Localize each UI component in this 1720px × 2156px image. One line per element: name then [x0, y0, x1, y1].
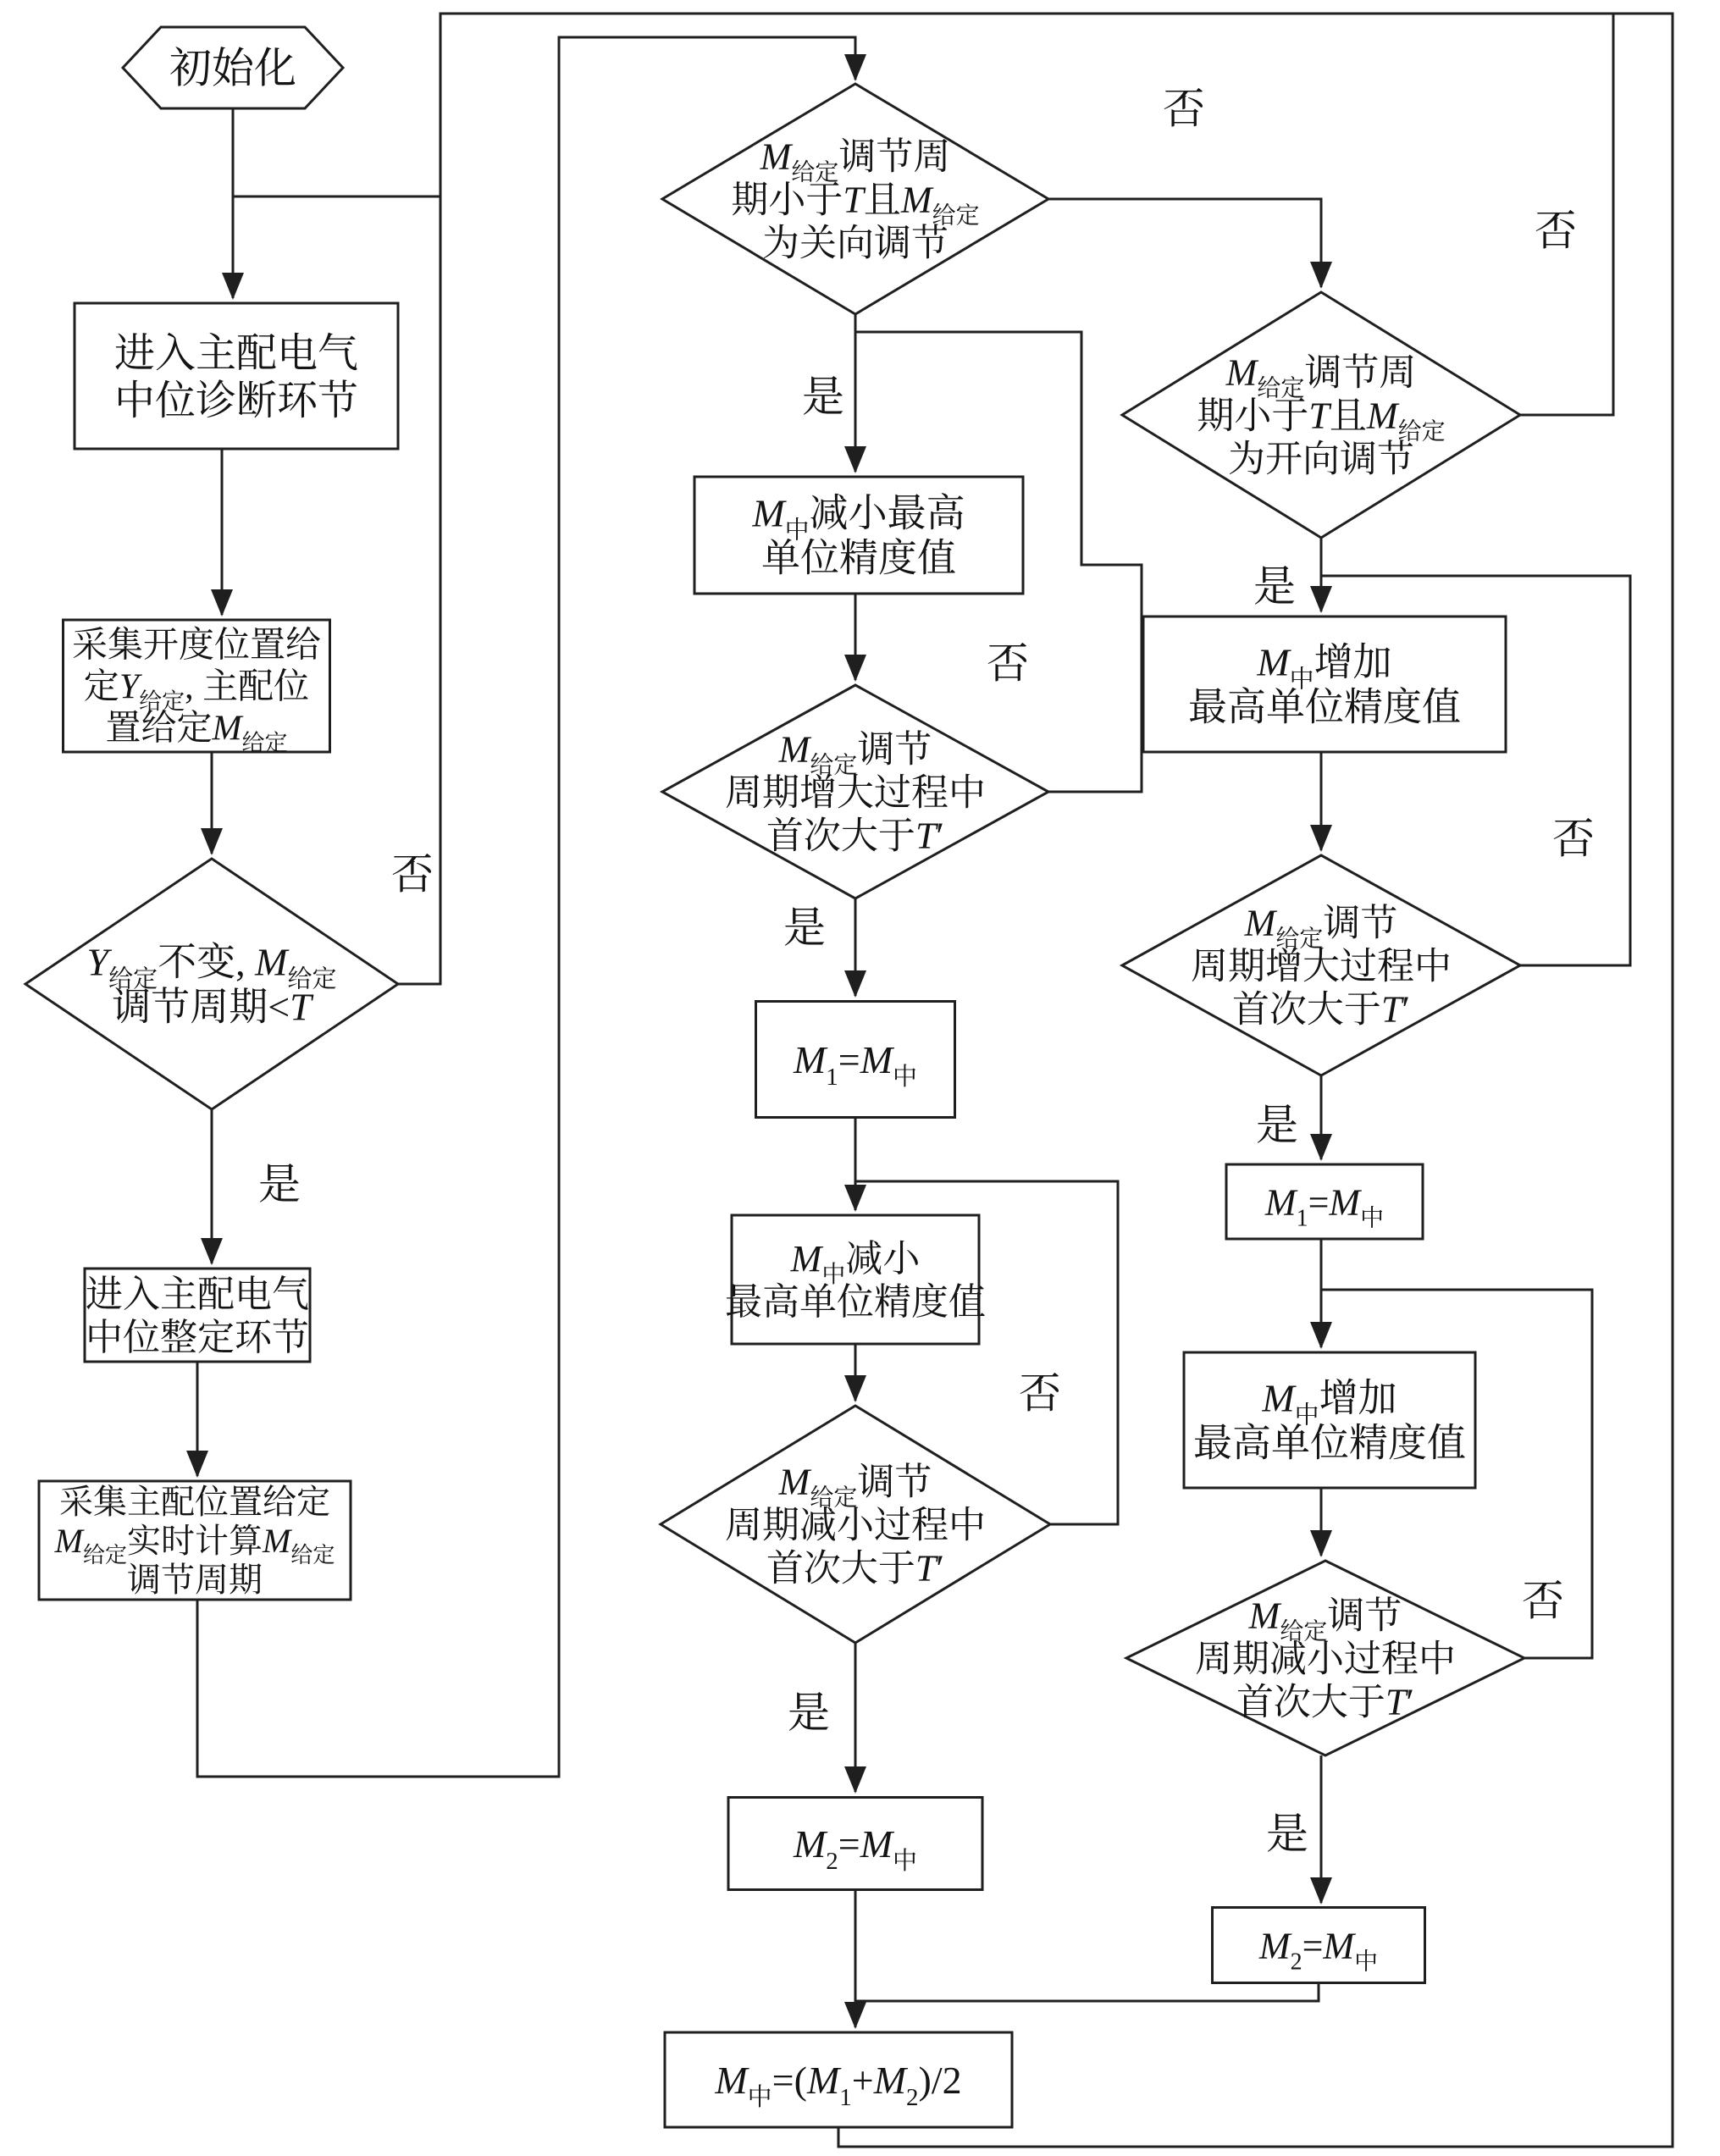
node-dM3-label-line0: $M_{给定}$调节 — [778, 1461, 932, 1512]
node-boxMB2-label-line0: $M_中$减小 — [790, 1237, 921, 1289]
edge-label-dL-no: 否 — [391, 850, 434, 898]
node-boxA-shape — [75, 303, 398, 449]
node-boxMB2-shape — [732, 1215, 979, 1344]
node-boxRB2-label-line0: $M_中$增加 — [1262, 1376, 1397, 1429]
node-boxRB1-shape — [1143, 616, 1506, 752]
node-dR1-label-line0: $M_{给定}$调节周 — [1225, 351, 1417, 402]
node-dR3-label-line1: 周期减小过程中 — [1195, 1638, 1456, 1680]
arrowhead-dR2-icon — [1310, 825, 1332, 852]
arrowhead-boxRB1-icon — [1310, 586, 1332, 613]
arrowhead-boxC-icon — [201, 1238, 223, 1265]
node-dR1-label-line1: 期小于T且$M_{给定}$ — [1197, 395, 1446, 445]
edge-label-dL-yes: 是 — [258, 1160, 301, 1208]
node-dM2-label-line0: $M_{给定}$调节 — [778, 728, 932, 779]
node-boxRB1-label-line0: $M_中$增加 — [1257, 640, 1392, 694]
edge-label-dM3-no: 否 — [1019, 1369, 1061, 1418]
node-dR2-label-line2: 首次大于T′ — [1231, 988, 1411, 1031]
arrowhead-boxRB2-icon — [1310, 1322, 1332, 1349]
node-boxA-label-line0: 进入主配电气 — [113, 330, 359, 376]
node-dM3-label-line2: 首次大于T′ — [766, 1547, 945, 1589]
node-dR2-label-line1: 周期增大过程中 — [1191, 945, 1452, 987]
edge-dM1-to-dR1 — [1048, 199, 1321, 287]
node-boxRB1-label-line1: 最高单位精度值 — [1188, 685, 1461, 729]
arrowhead-boxMM1-icon — [844, 970, 866, 998]
edge-label-dR1-no: 否 — [1535, 207, 1577, 255]
node-boxRM1-label-line0: $M_1=M_中$ — [1264, 1181, 1385, 1232]
node-dL-label-line1: 调节周期<T — [112, 985, 312, 1029]
node-boxF-label-line0: $M_中=(M_1+M_2)/2$ — [715, 2059, 962, 2111]
node-dM1-label-line0: $M_{给定}$调节周 — [760, 135, 951, 186]
node-start-label-line0: 初始化 — [169, 44, 296, 92]
node-boxB-label-line0: 采集开度位置给 — [71, 626, 322, 666]
node-dM2-label-line1: 周期增大过程中 — [725, 771, 986, 814]
node-boxMM1-label-line0: $M_1=M_中$ — [793, 1038, 918, 1091]
arrowhead-boxRM2-icon — [1310, 1877, 1332, 1904]
arrowhead-boxMB2-icon — [844, 1185, 866, 1212]
node-dL-shape — [25, 859, 398, 1109]
node-boxD-label-line1: $M_{给定}$实时计算$M_{给定}$ — [54, 1522, 335, 1567]
node-boxMB1-label-line0: $M_中$减小最高 — [752, 491, 965, 545]
edge-label-dM1-yes: 是 — [802, 373, 844, 421]
edge-label-dM1-no: 否 — [1163, 85, 1205, 133]
node-boxRB2-label-line1: 最高单位精度值 — [1193, 1421, 1466, 1465]
arrowhead-dL-icon — [201, 828, 223, 855]
edge-label-dM2-yes: 是 — [783, 904, 826, 952]
arrowhead-dR3-icon — [1310, 1530, 1332, 1557]
node-boxMB2-label-line1: 最高单位精度值 — [725, 1280, 986, 1323]
node-dM2-label-line2: 首次大于T′ — [766, 815, 945, 857]
node-dR3-label-line2: 首次大于T′ — [1236, 1681, 1415, 1723]
arrowhead-boxB-icon — [211, 589, 233, 616]
arrowhead-boxA-icon — [222, 273, 244, 300]
node-boxB-label-line1: 定$Y_{给定}$, 主配位 — [83, 667, 310, 715]
node-boxC-label-line0: 进入主配电气 — [86, 1273, 309, 1315]
node-boxD-label-line2: 调节周期 — [127, 1561, 263, 1599]
edge-label-dM3-yes: 是 — [788, 1689, 830, 1737]
arrowhead-dM1-icon — [844, 54, 866, 81]
node-boxMB1-label-line1: 单位精度值 — [761, 536, 956, 580]
node-dM1-label-line2: 为关向调节 — [762, 222, 948, 264]
node-boxD-label-line0: 采集主配位置给定 — [59, 1483, 330, 1521]
node-boxB-label-line2: 置给定$M_{给定}$ — [105, 709, 288, 756]
node-boxMM2-label-line0: $M_2=M_中$ — [793, 1822, 918, 1875]
edge-label-dR1-yes: 是 — [1253, 562, 1296, 611]
arrowhead-boxMB1-icon — [844, 446, 866, 473]
node-dR1-label-line2: 为开向调节 — [1228, 438, 1414, 480]
edge-label-dM2-no: 否 — [987, 639, 1029, 688]
arrowhead-boxD-icon — [186, 1451, 208, 1478]
node-boxRB2-shape — [1184, 1352, 1475, 1488]
node-dR2-label-line0: $M_{给定}$调节 — [1244, 902, 1398, 953]
edge-label-dR2-yes: 是 — [1256, 1101, 1298, 1149]
arrowhead-dM3-icon — [844, 1375, 866, 1402]
arrowhead-boxF-icon — [844, 2002, 866, 2029]
edge-label-dR3-no: 否 — [1522, 1577, 1564, 1625]
arrowhead-boxMM2-icon — [844, 1766, 866, 1794]
node-dR3-label-line0: $M_{给定}$调节 — [1248, 1595, 1402, 1645]
node-dM1-label-line1: 期小于T且$M_{给定}$ — [731, 179, 980, 229]
node-boxA-label-line1: 中位诊断环节 — [113, 378, 359, 423]
edge-label-dR2-no: 否 — [1552, 815, 1595, 863]
arrowhead-dR1-icon — [1310, 262, 1332, 289]
node-boxRM2-label-line0: $M_2=M_中$ — [1258, 1925, 1379, 1976]
node-boxC-label-line1: 中位整定环节 — [86, 1316, 309, 1358]
node-dL-label-line0: $Y_{给定}$不变, $M_{给定}$ — [86, 940, 337, 993]
edge-boxRM2-to-final-junction — [855, 1983, 1319, 2001]
edge-label-dR3-yes: 是 — [1266, 1810, 1308, 1858]
arrowhead-dM2-icon — [844, 655, 866, 682]
node-dM3-label-line1: 周期减小过程中 — [725, 1504, 986, 1546]
arrowhead-boxRM1-icon — [1310, 1134, 1332, 1161]
